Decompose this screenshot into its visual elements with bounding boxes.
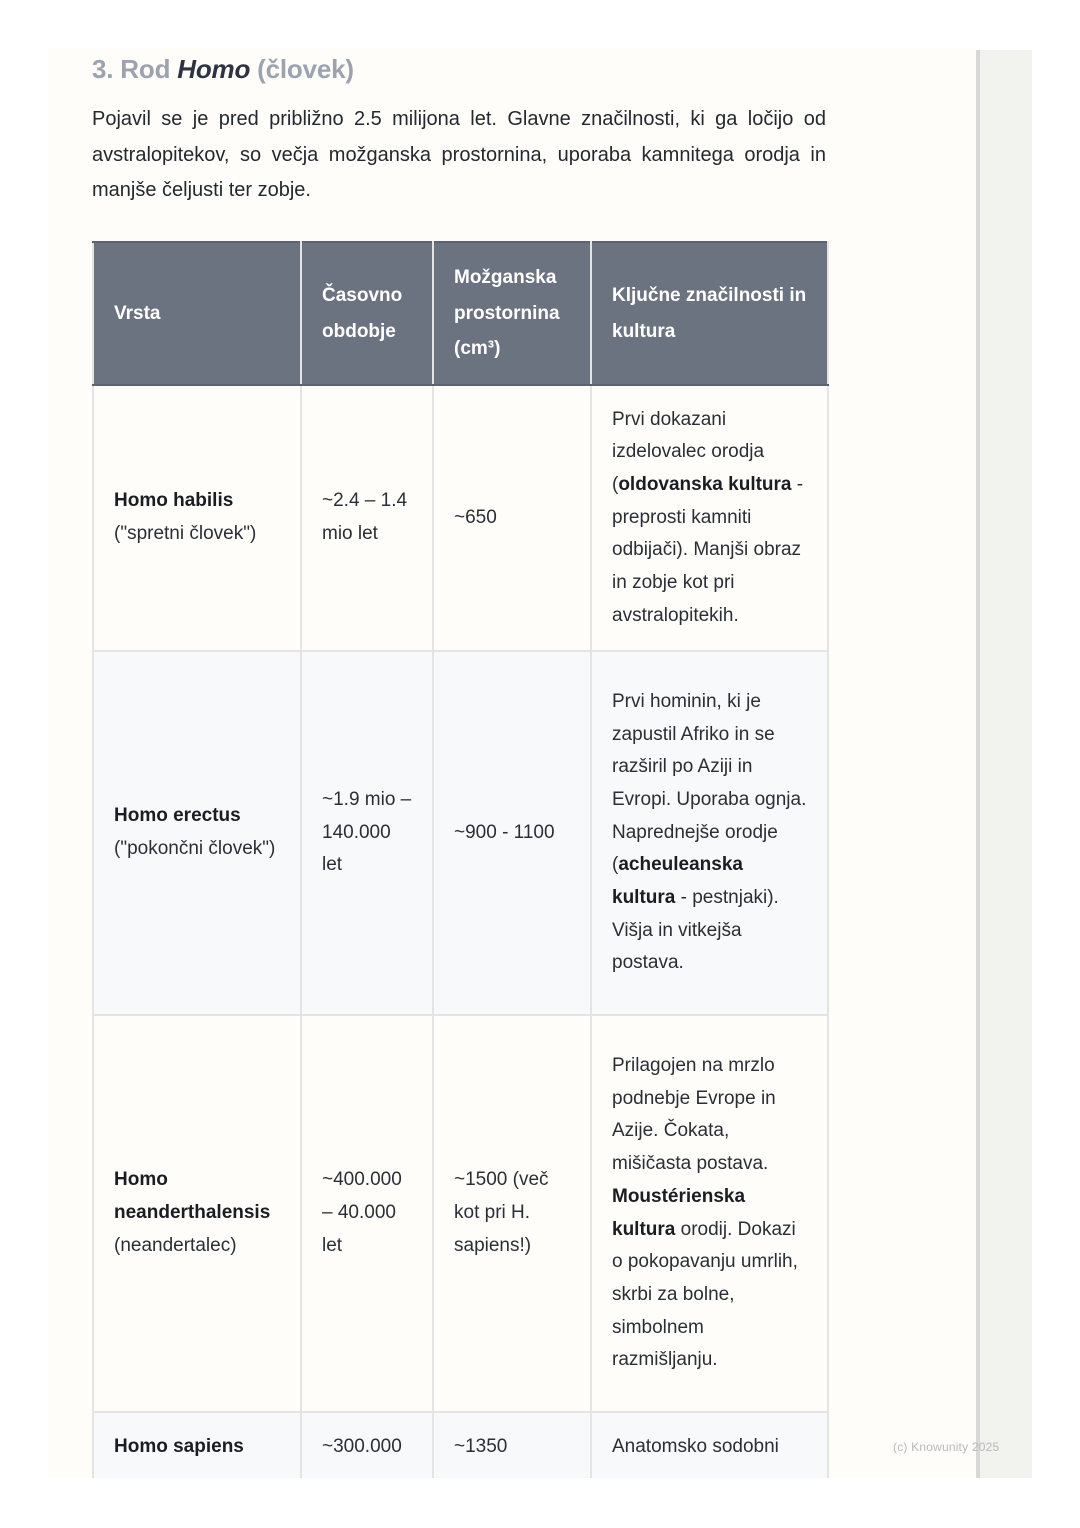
features-text: orodij. Dokazi o pokopavanju umrlih, skrbi za bolne, simbolnem razmišljanju. [612,1218,798,1371]
features-text: Anatomsko sodobni [612,1436,779,1457]
period-cell: ~400.000 – 40.000 let [301,1015,433,1412]
copyright-footer: (c) Knowunity 2025 [893,1440,1000,1454]
species-common-name: ("spretni človek") [114,523,257,544]
document-page [48,48,976,1478]
period-cell: ~2.4 – 1.4 mio let [301,385,433,651]
species-name: Homo habilis [114,490,234,512]
section-heading [92,52,354,86]
table-row [93,1412,828,1478]
brain-volume-cell: ~900 - 1100 [433,651,591,1015]
header-brain-volume: Možganska prostornina (cm³) [433,242,591,385]
features-text: Prvi dokazani izdelovalec orodja ( [612,408,765,495]
species-common-name: (neandertalec) [114,1234,237,1256]
culture-name: Moustérienska kultura [612,1185,746,1240]
species-cell [93,385,301,651]
culture-name: acheuleanska kultura [612,854,743,909]
heading-prefix: 3. Rod [92,54,178,84]
features-cell [591,1412,828,1478]
culture-name: oldovanska kultura [618,473,792,495]
species-cell [93,1412,301,1478]
table-row [93,651,828,1015]
species-table [92,241,829,1478]
period-cell: ~300.000 [301,1412,433,1478]
species-name: Homo erectus [114,805,241,827]
features-text: - preprosti kamniti odbijači). Manjši obraz in zobje kot pri avstralopitekih. [612,473,804,626]
table-header-row [93,242,828,385]
features-cell [591,385,828,651]
species-common-name: ("pokončni človek") [114,838,276,859]
intro-paragraph: Pojavil se je pred približno 2.5 milijona let. Glavne značilnosti, ki ga ločijo od avstralopitekov, so večja možganska prostornina, uporaba kamnitega orodja in manjše čeljusti ter zobje. [92,108,826,201]
features-text: Prvi hominin, ki je zapustil Afriko in se razširil po Aziji in Evropi. Uporaba ognja. Naprednejše orodje ( [612,690,807,876]
header-period: Časovno obdobje [301,242,433,385]
page-edge-strip [976,50,1032,1478]
period-cell: ~1.9 mio – 140.000 let [301,651,433,1015]
header-species: Vrsta [93,242,301,385]
brain-volume-cell: ~1350 [433,1412,591,1478]
table-row [93,385,828,651]
heading-emphasis: Homo [177,54,251,84]
species-cell [93,651,301,1015]
heading-suffix: (človek) [250,54,354,84]
species-name: Homo sapiens [114,1436,244,1457]
features-text: - pestnjaki). Višja in vitkejša postava. [612,887,779,974]
species-name: Homo neanderthalensis [114,1169,271,1224]
table-row [93,1015,828,1412]
header-features: Ključne značilnosti in kultura [591,242,828,385]
features-cell [591,1015,828,1412]
features-cell [591,651,828,1015]
features-text: Prilagojen na mrzlo podnebje Evrope in Azije. Čokata, mišičasta postava. [612,1054,776,1175]
species-cell [93,1015,301,1412]
brain-volume-cell: ~1500 (več kot pri H. sapiens!) [433,1015,591,1412]
brain-volume-cell: ~650 [433,385,591,651]
